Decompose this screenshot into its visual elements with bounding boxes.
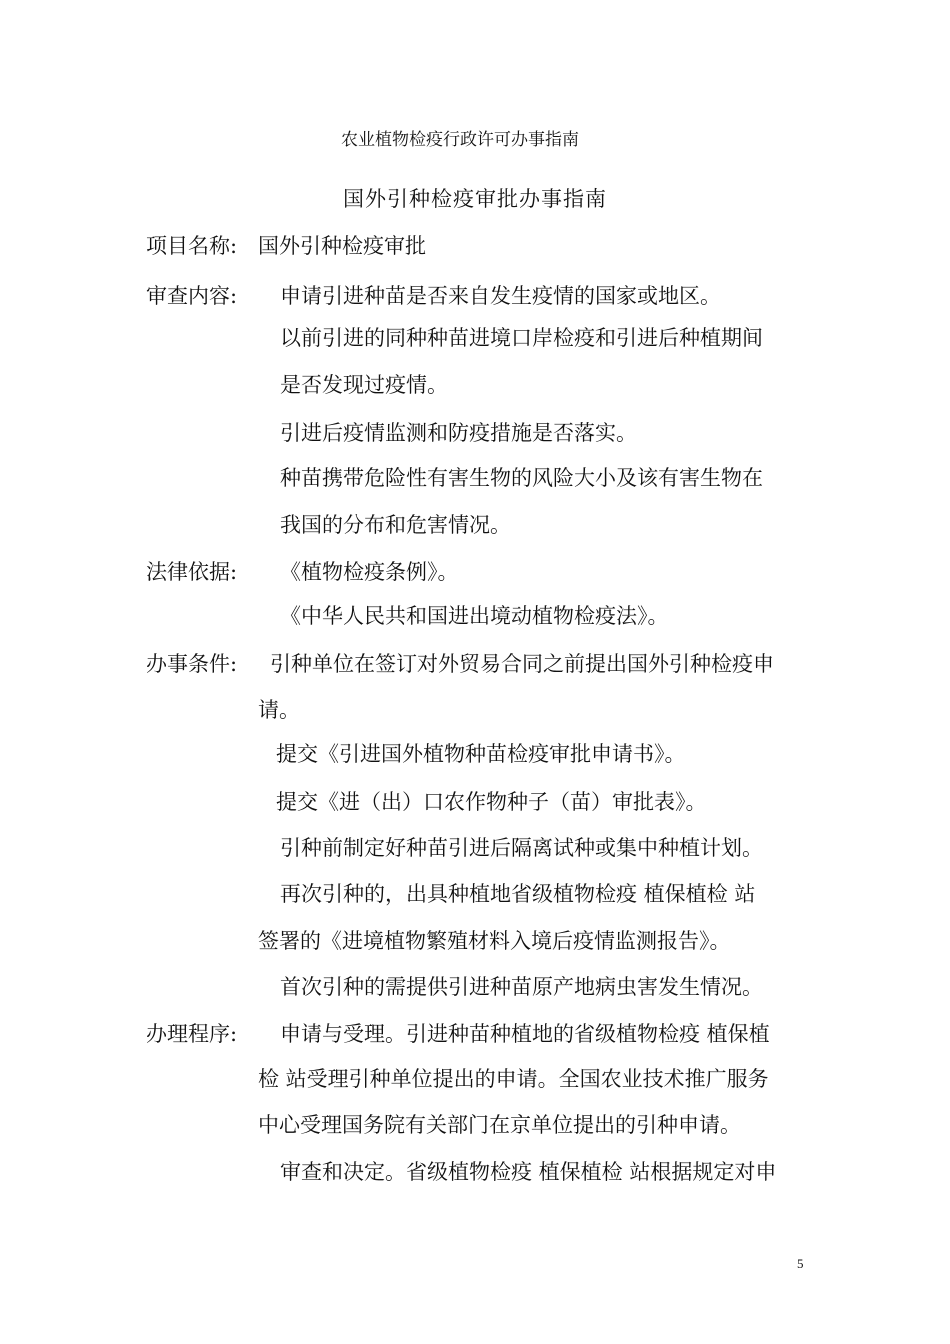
- review-line: 以前引进的同种种苗进境口岸检疫和引进后种植期间: [280, 326, 763, 350]
- project-value: 国外引种检疫审批: [258, 234, 426, 258]
- procedure-line: 申请与受理。引进种苗种植地的省级植物检疫 植保植: [280, 1022, 770, 1046]
- conditions-label: 办事条件:: [146, 652, 238, 676]
- review-line: 种苗携带危险性有害生物的风险大小及该有害生物在: [280, 466, 763, 490]
- conditions-line: 提交《进（出）口农作物种子（苗）审批表》。: [276, 790, 707, 814]
- legal-line: 《植物检疫条例》。: [280, 560, 459, 584]
- review-line: 我国的分布和危害情况。: [280, 513, 511, 537]
- conditions-line: 请。: [258, 698, 300, 722]
- review-line: 是否发现过疫情。: [280, 373, 448, 397]
- procedure-line: 检 站受理引种单位提出的申请。全国农业技术推广服务: [258, 1067, 769, 1091]
- conditions-line: 再次引种的，出具种植地省级植物检疫 植保植检 站: [280, 882, 756, 906]
- review-label: 审查内容:: [146, 284, 238, 308]
- page-number: 5: [797, 1256, 804, 1271]
- project-label: 项目名称:: [146, 234, 238, 258]
- review-line: 申请引进种苗是否来自发生疫情的国家或地区。: [280, 284, 721, 308]
- page-header: 农业植物检疫行政许可办事指南: [341, 130, 579, 150]
- legal-line: 《中华人民共和国进出境动植物检疫法》。: [280, 604, 669, 628]
- legal-label: 法律依据:: [146, 560, 238, 584]
- document-title: 国外引种检疫审批办事指南: [343, 187, 607, 211]
- procedure-line: 审查和决定。省级植物检疫 植保植检 站根据规定对申: [280, 1160, 777, 1184]
- procedure-line: 中心受理国务院有关部门在京单位提出的引种申请。: [258, 1113, 741, 1137]
- conditions-line: 引种前制定好种苗引进后隔离试种或集中种植计划。: [280, 836, 763, 860]
- conditions-line: 引种单位在签订对外贸易合同之前提出国外引种检疫申: [270, 652, 774, 676]
- review-line: 引进后疫情监测和防疫措施是否落实。: [280, 421, 637, 445]
- conditions-line: 首次引种的需提供引进种苗原产地病虫害发生情况。: [280, 975, 763, 999]
- conditions-line: 签署的《进境植物繁殖材料入境后疫情监测报告》。: [258, 929, 731, 953]
- conditions-line: 提交《引进国外植物种苗检疫审批申请书》。: [276, 742, 686, 766]
- procedure-label: 办理程序:: [146, 1022, 238, 1046]
